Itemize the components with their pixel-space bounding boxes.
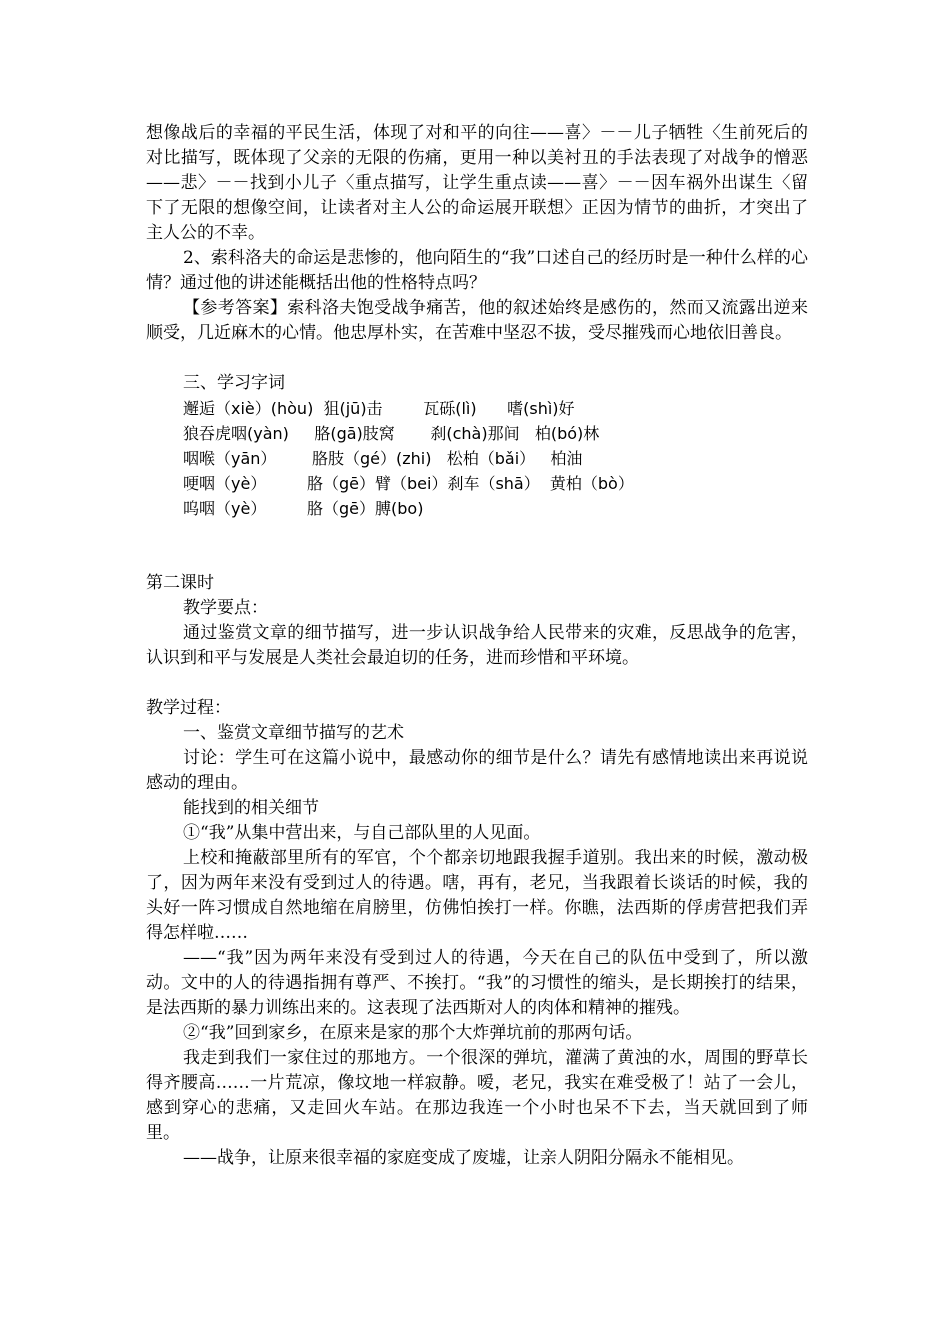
detail-2-analysis: ——战争，让原来很幸福的家庭变成了废墟，让亲人阴阳分隔永不能相见。 [183,1148,744,1168]
vocab-heading: 三、学习字词 [183,373,285,393]
lesson2-title: 第二课时 [146,573,214,593]
section-1-heading: 一、鉴赏文章细节描写的艺术 [183,723,404,743]
key-points-text: 通过鉴赏文章的细节描写，进一步认识战争给人民带来的灾难，反思战争的危害，认识到和平与发展是人类社会最迫切的任务，进而珍惜和平环境。 [146,623,808,668]
detail-1-quote: 上校和掩蔽部里所有的军官，个个都亲切地跟我握手道别。我出来的时候，激动极了，因为两年来没有受到过人的待遇。嗐，再有，老兄，当我跟着长谈话的时候，我的头好一阵习惯成自然地缩在肩膀里，仿佛怕挨打一样。你瞧，法西斯的俘虏营把我们弄得怎样啦…… [146,848,808,943]
detail-2-quote: 我走到我们一家住过的那地方。一个很深的弹坑，灌满了黄浊的水，周围的野草长得齐腰高……一片荒凉，像坟地一样寂静。嗳，老兄，我实在难受极了！站了一会儿，感到穿心的悲痛，又走回火车站。在那边我连一个小时也呆不下去，当天就回到了师里。 [146,1048,808,1143]
discussion-text: 讨论：学生可在这篇小说中，最感动你的细节是什么？请先有感情地读出来再说说感动的理由。 [146,748,808,793]
paragraph-plot-summary: 想像战后的幸福的平民生活，体现了对和平的向往——喜〉－－儿子牺牲〈生前死后的对比描写，既体现了父亲的无限的伤痛，更用一种以美衬丑的手法表现了对战争的憎恶——悲〉－－找到小儿子〈重点描写，让学生重点读——喜〉－－因车祸外出谋生〈留下了无限的想像空间，让读者对主人公的命运展开联想〉正因为情节的曲折，才突出了主人公的不幸。 [146,123,808,243]
detail-1-title: ①“我”从集中营出来，与自己部队里的人见面。 [183,823,541,843]
vocab-row-2: 狼吞虎咽(yàn) 胳(gā)肢窝 刹(chà)那间 柏(bó)林 [183,424,600,443]
vocab-row-5: 呜咽（yè） 胳（gē）膊(bo) [183,499,424,518]
detail-1-analysis: ——“我”因为两年来没有受到过人的待遇，今天在自己的队伍中受到了，所以激动。文中的人的待遇指拥有尊严、不挨打。“我”的习惯性的缩头，是长期挨打的结果，是法西斯的暴力训练出来的。这表现了法西斯对人的肉体和精神的摧残。 [146,948,808,1018]
process-label: 教学过程： [146,698,231,718]
details-label: 能找到的相关细节 [183,798,319,818]
question-2: 2、索科洛夫的命运是悲惨的，他向陌生的“我”口述自己的经历时是一种什么样的心情？通过他的讲述能概括出他的性格特点吗？ [146,248,808,293]
detail-2-title: ②“我”回到家乡，在原来是家的那个大炸弹坑前的那两句话。 [183,1023,643,1043]
key-points-label: 教学要点： [183,598,268,618]
vocab-row-1: 邂逅（xiè）(hòu) 狙(jū)击 瓦砾(lì) 嗜(shì)好 [183,399,575,418]
reference-answer: 【参考答案】索科洛夫饱受战争痛苦，他的叙述始终是感伤的，然而又流露出逆来顺受，几近麻木的心情。他忠厚朴实，在苦难中坚忍不拔，受尽摧残而心地依旧善良。 [146,298,808,343]
vocab-row-3: 咽喉（yān） 胳肢（gé）(zhi) 松柏（bǎi） 柏油 [183,449,583,468]
vocab-row-4: 哽咽（yè） 胳（gē）臂（bei）刹车（shā） 黄柏（bò） [183,474,634,493]
document-page [146,121,808,1171]
